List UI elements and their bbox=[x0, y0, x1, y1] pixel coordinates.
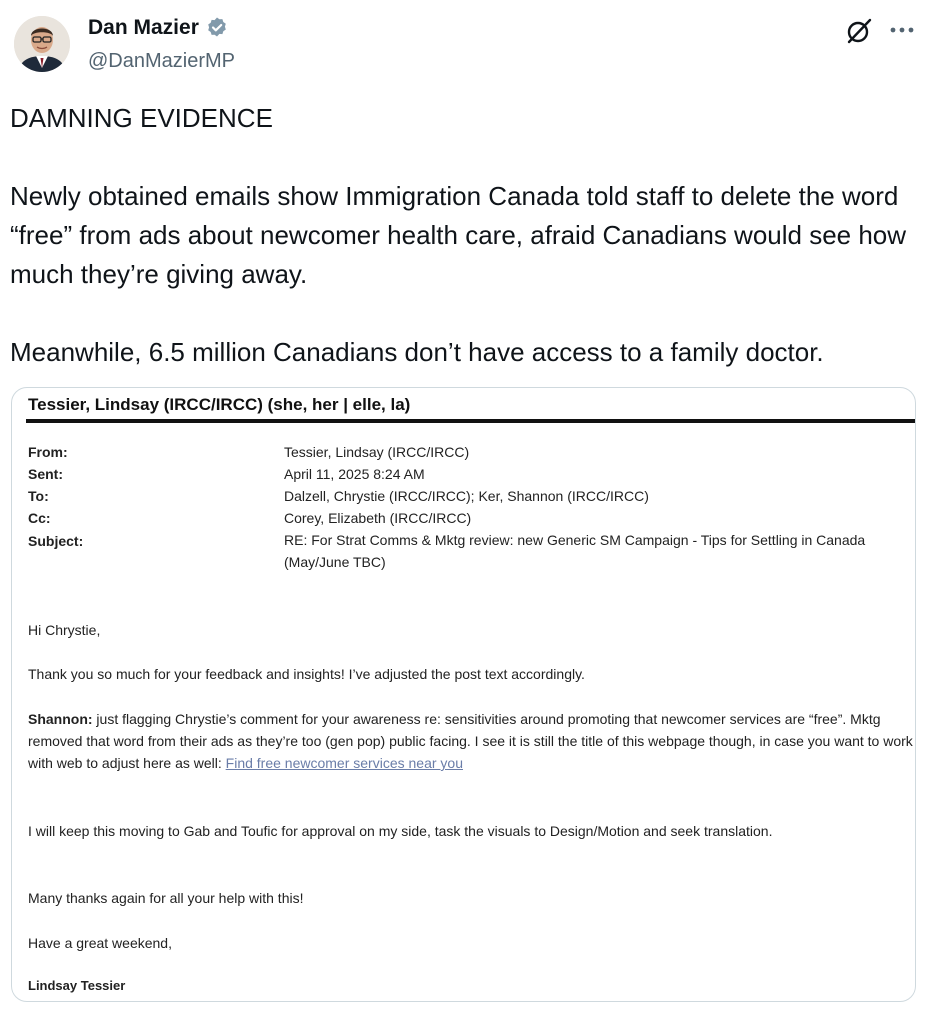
email-signature: Lindsay Tessier bbox=[28, 978, 126, 993]
email-mention: Shannon: bbox=[28, 711, 93, 727]
author-handle[interactable]: @DanMazierMP bbox=[88, 50, 236, 72]
email-link: Find free newcomer services near you bbox=[225, 755, 463, 771]
tweet-paragraph: Meanwhile, 6.5 million Canadians don’t have access to a family doctor. bbox=[10, 337, 824, 367]
email-from-label: From: bbox=[28, 444, 68, 460]
email-from-value: Tessier, Lindsay (IRCC/IRCC) bbox=[284, 444, 470, 460]
email-paragraph-text: just flagging Chrystie’s comment for your awareness re: sensitivities around promoting that newcomer services are “free”. Mktg removed that word from their ads as they’re too (gen pop) public facing. I see it is still the title of this webpage though, in case you want to work with web to adjust here as well: bbox=[28, 711, 913, 771]
paragraph-gap bbox=[10, 294, 925, 333]
tweet-paragraph: Newly obtained emails show Immigration Canada told staff to delete the word “free” from ads about newcomer health care, afraid Canadians would see how much they’re giving away. bbox=[10, 181, 907, 289]
email-paragraph: Many thanks again for all your help with this! bbox=[28, 890, 304, 906]
tweet-media-image[interactable] bbox=[11, 387, 916, 1002]
verified-badge-icon bbox=[205, 16, 229, 40]
author-name-text[interactable]: Dan Mazier bbox=[88, 16, 199, 39]
more-options-icon[interactable] bbox=[888, 18, 916, 42]
email-to-value: Dalzell, Chrystie (IRCC/IRCC); Ker, Shannon (IRCC/IRCC) bbox=[284, 488, 649, 504]
tweet-headline: DAMNING EVIDENCE bbox=[10, 103, 273, 133]
email-to-label: To: bbox=[28, 488, 49, 504]
email-screenshot bbox=[12, 388, 916, 1002]
email-greeting: Hi Chrystie, bbox=[28, 622, 101, 638]
email-sent-value: April 11, 2025 8:24 AM bbox=[284, 466, 425, 482]
email-sender-header: Tessier, Lindsay (IRCC/IRCC) (she, her | elle, la) bbox=[28, 395, 411, 414]
avatar[interactable] bbox=[14, 16, 70, 72]
email-paragraph: I will keep this moving to Gab and Toufic for approval on my side, task the visuals to Design/Motion and seek translation. bbox=[28, 823, 773, 839]
email-subject-value: RE: For Strat Comms & Mktg review: new Generic SM Campaign - Tips for Settling in Canada (May/June TBC) bbox=[284, 532, 866, 570]
avatar-image bbox=[14, 16, 70, 72]
email-cc-value: Corey, Elizabeth (IRCC/IRCC) bbox=[284, 510, 472, 526]
email-header-divider bbox=[26, 419, 916, 423]
email-subject-label: Subject: bbox=[28, 533, 84, 549]
email-cc-label: Cc: bbox=[28, 510, 51, 526]
email-closing: Have a great weekend, bbox=[28, 935, 172, 951]
grok-icon[interactable] bbox=[844, 16, 874, 46]
email-paragraph-shannon bbox=[28, 708, 916, 774]
email-sent-label: Sent: bbox=[28, 466, 63, 482]
tweet-text bbox=[10, 99, 925, 372]
paragraph-gap bbox=[10, 138, 925, 177]
author-name[interactable] bbox=[88, 16, 229, 40]
email-paragraph: Thank you so much for your feedback and insights! I’ve adjusted the post text accordingly. bbox=[28, 666, 585, 682]
